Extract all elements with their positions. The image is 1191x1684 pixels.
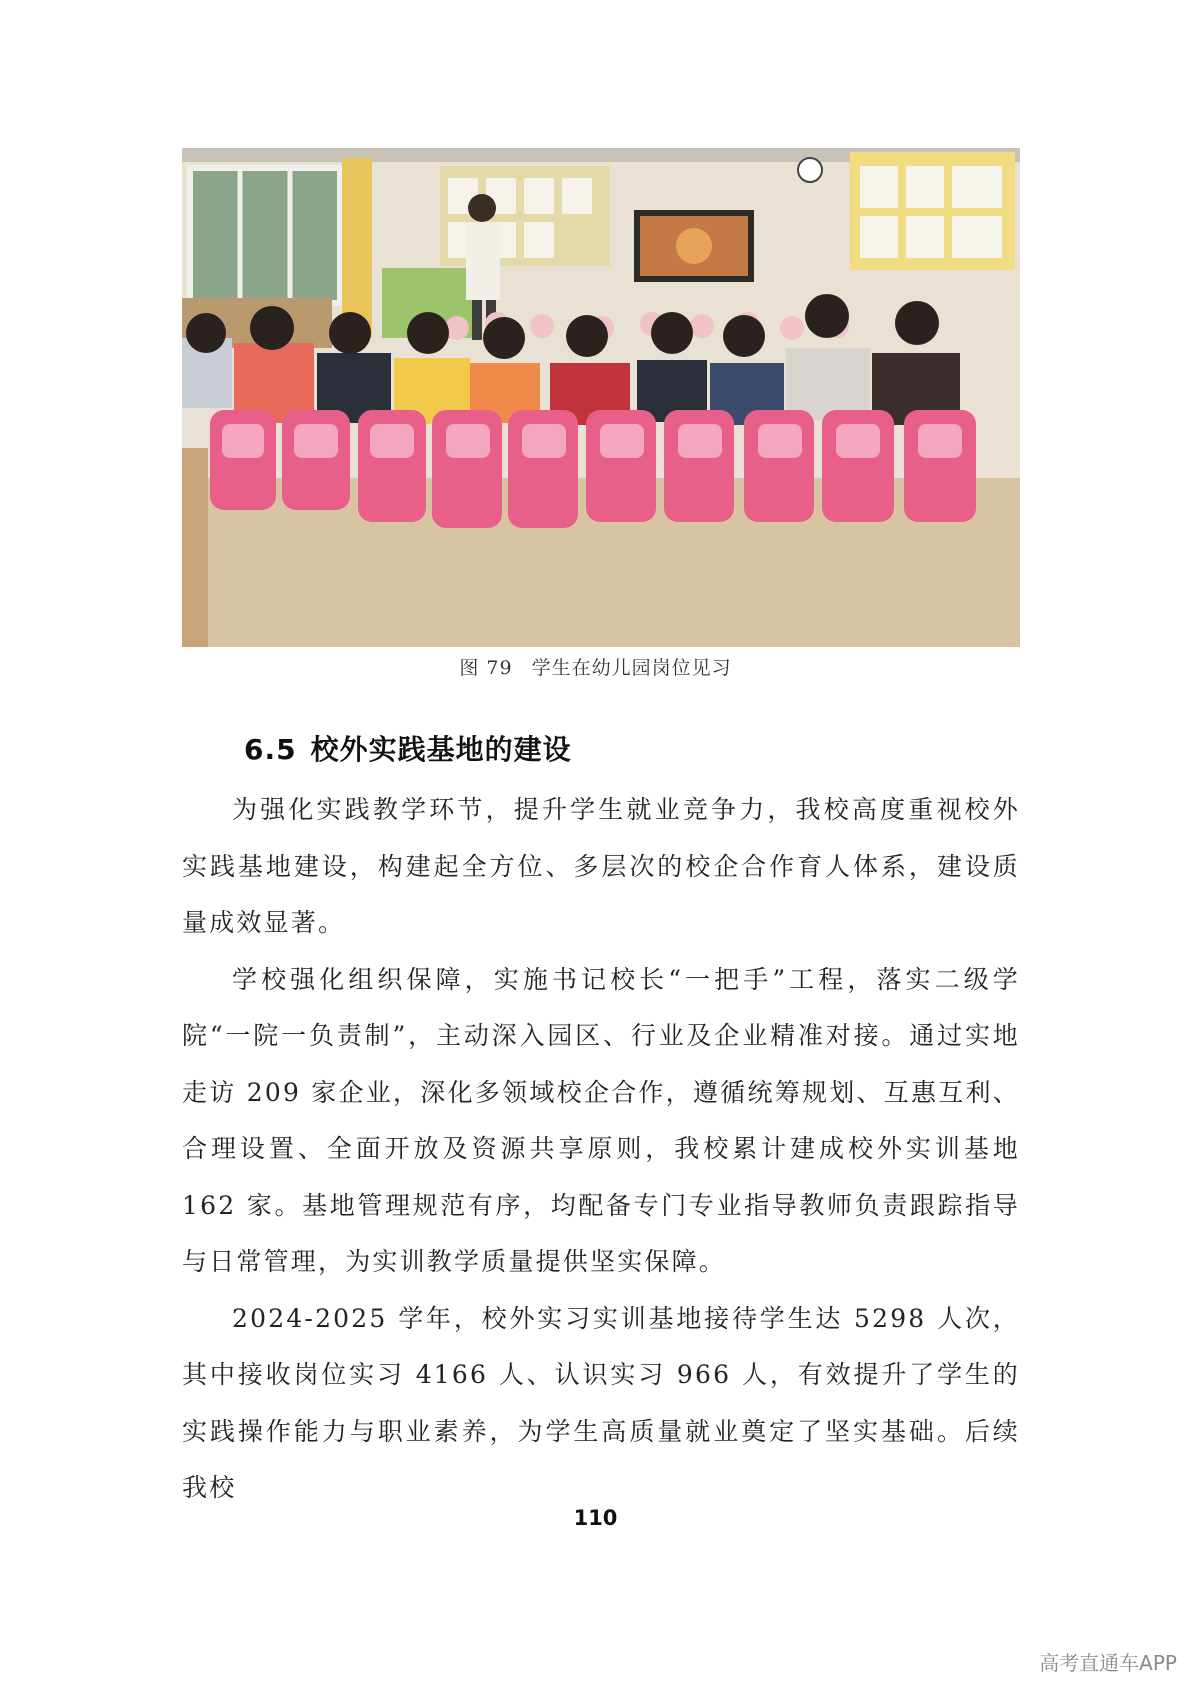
figure-caption-text: 学生在幼儿园岗位见习	[531, 657, 732, 679]
watermark: 高考直通车APP	[1039, 1651, 1177, 1675]
paragraph: 为强化实践教学环节，提升学生就业竞争力，我校高度重视校外实践基地建设，构建起全方位、多层次的校企合作育人体系，建设质量成效显著。	[182, 795, 1020, 937]
classroom-photo	[182, 148, 1020, 647]
figure-caption	[0, 653, 1191, 680]
section-heading	[244, 728, 572, 768]
section-title: 校外实践基地的建设	[310, 733, 572, 766]
paragraph: 2024-2025 学年，校外实习实训基地接待学生达 5298 人次，其中接收岗位实习 4166 人、认识实习 966 人，有效提升了学生的实践操作能力与职业素养，为学生高质量就业奠定了坚实基础。后续我校	[182, 1303, 1020, 1502]
paragraph: 学校强化组织保障，实施书记校长“一把手”工程，落实二级学院“一院一负责制”，主动深入园区、行业及企业精准对接。通过实地走访 209 家企业，深化多领域校企合作，遵循统筹规划、互惠互利、合理设置、全面开放及资源共享原则，我校累计建成校外实训基地 162 家。基地管理规范有序，均配备专门专业指导教师负责跟踪指导与日常管理，为实训教学质量提供坚实保障。	[182, 964, 1020, 1276]
body-text	[182, 782, 1020, 1517]
figure-number: 图 79	[459, 657, 513, 679]
page-number: 110	[573, 1506, 618, 1530]
section-number: 6.5	[244, 733, 297, 766]
